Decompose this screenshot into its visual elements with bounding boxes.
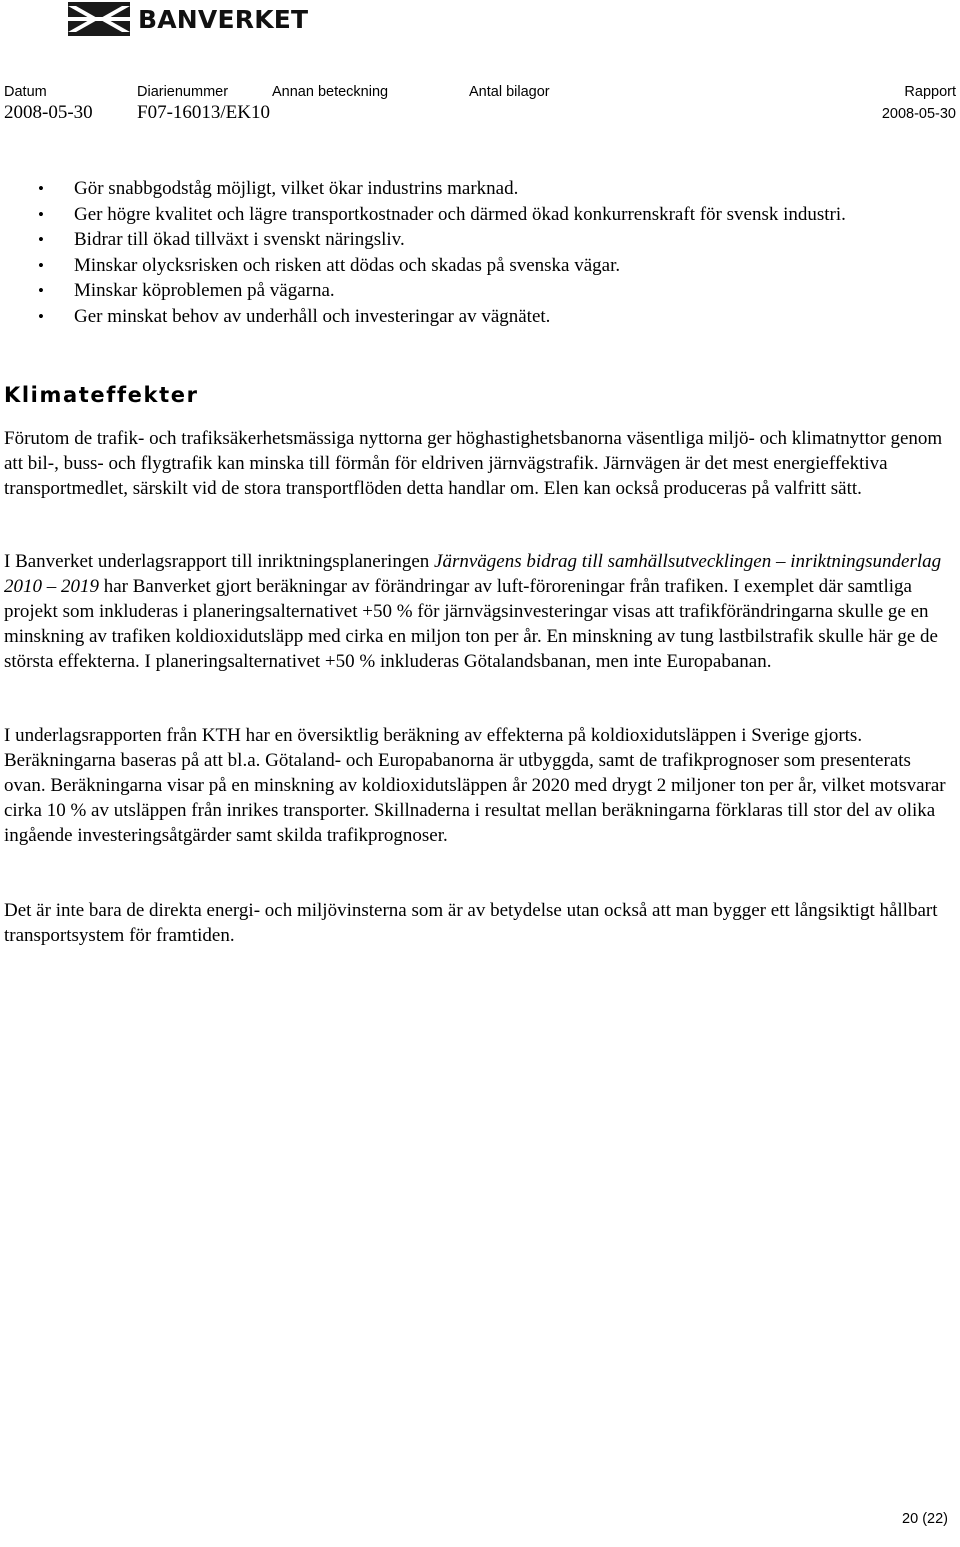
rapport-date-value: 2008-05-30 <box>881 106 956 122</box>
diarienummer-value: F07-16013/EK10 <box>137 102 270 123</box>
banverket-logo <box>68 0 308 38</box>
antal-bilagor-label: Antal bilagor <box>469 84 550 100</box>
datum-label: Datum <box>4 84 47 100</box>
annan-beteckning-label: Annan beteckning <box>272 84 389 100</box>
paragraph-1: Förutom de trafik- och trafiksäkerhetsmässiga nyttorna ger höghastighetsbanorna väsentliga miljö- och klimatnyttor genom att bil-, buss- och flygtrafik kan minska till förmån för eldriven järnvägstrafik. Järnvägen är det mest energieffektiva transportmedlet, särskilt vid de stora transportflöden detta handlar om. Elen kan också produceras på valfritt sätt. <box>4 428 943 499</box>
list-item: • Minskar olycksrisken och risken att dödas och skadas på svenska vägar. <box>0 253 904 279</box>
rapport-label: Rapport <box>904 84 956 100</box>
diarienummer-label: Diarienummer <box>137 84 229 100</box>
list-item: • Gör snabbgodståg möjligt, vilket ökar industrins marknad. <box>0 176 904 202</box>
list-item: • Ger minskat behov av underhåll och investeringar av vägnätet. <box>0 304 904 330</box>
list-item: • Bidrar till ökad tillväxt i svenskt näringsliv. <box>0 227 904 253</box>
datum-value: 2008-05-30 <box>4 102 93 123</box>
paragraph-2-end: har Banverket gjort beräkningar av förändringar av luft-föroreningar från trafiken. I exemplet där samtliga projekt som inkluderas i planeringsalternativet +50 % för järnvägsinvesteringar visas att trafikförändringarna skulle ge en minskning av trafiken koldioxidutsläpp med cirka en miljon ton per år. En minskning av tung lastbilstrafik skulle här ge de största effekterna. I planeringsalternativet +50 % inkluderas Götalandsbanan, men inte Europabanan. <box>4 576 938 672</box>
paragraph-2-start: I Banverket underlagsrapport till inriktningsplaneringen <box>4 551 435 572</box>
logo-text: BANVERKET <box>138 4 309 34</box>
paragraph-3: I underlagsrapporten från KTH har en översiktlig beräkning av effekterna på koldioxidutsläppen i Sverige gjorts. Beräkningarna baseras på att bl.a. Götaland- och Europabanorna är utbyggda, samt de trafikprognoser som presenterats ovan. Beräkningarna visar på en minskning av koldioxidutsläppen år 2020 med drygt 2 miljoner ton per år, vilket motsvarar cirka 10 % av utsläppen från inrikes transporter. Skillnaderna i resultat mellan beräkningarna förklaras till stor del av olika ingående investeringsåtgärder samt skilda trafikprognoser. <box>4 725 946 846</box>
list-item: • Ger högre kvalitet och lägre transportkostnader och därmed ökad konkurrenskraft för svensk industri. <box>0 202 904 228</box>
banverket-emblem-icon <box>68 2 130 36</box>
paragraph-2 <box>4 549 956 674</box>
benefits-list <box>0 176 904 329</box>
list-item: • Minskar köproblemen på vägarna. <box>0 278 904 304</box>
section-heading: Klimateffekter <box>4 383 199 407</box>
report-title: Järnvägens bidrag till samhällsutvecklingen – inriktningsunderlag 2010 – 2019 <box>4 551 942 597</box>
paragraph-4: Det är inte bara de direkta energi- och miljövinsterna som är av betydelse utan också att man bygger ett långsiktigt hållbart transportsystem för framtiden. <box>4 900 938 946</box>
page-number: 20 (22) <box>902 1511 948 1527</box>
